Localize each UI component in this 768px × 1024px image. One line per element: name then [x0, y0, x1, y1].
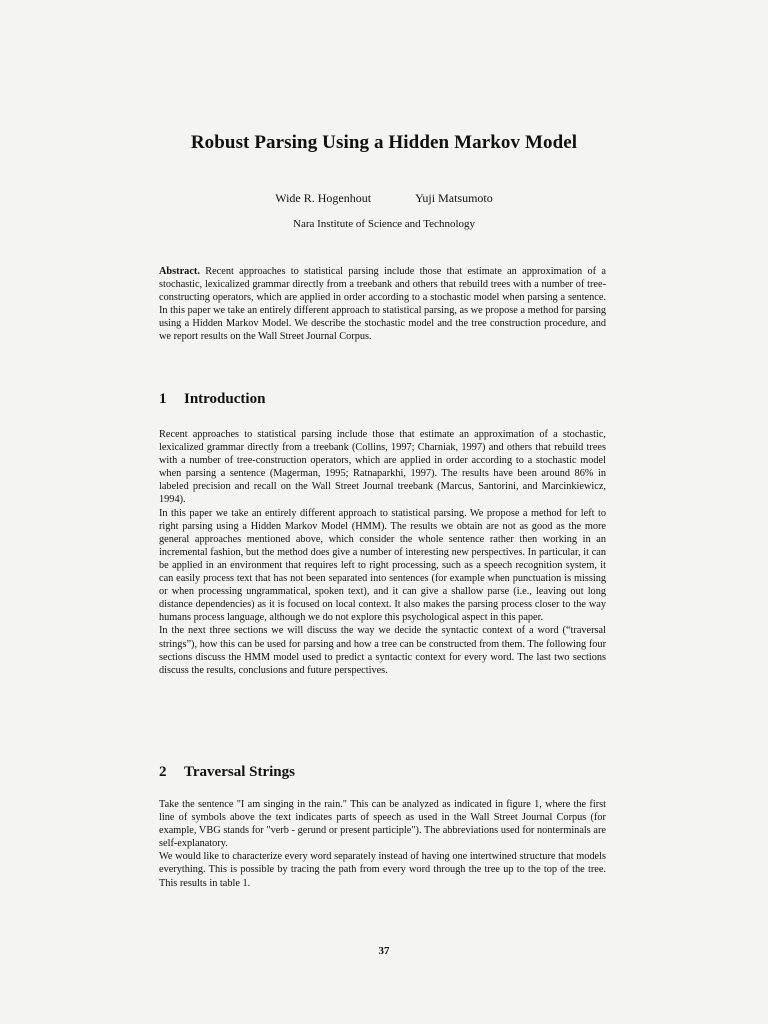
body-paragraph: Take the sentence "I am singing in the rain." This can be analyzed as indicated in figure 1, where the first line of symbols above the text indicates parts of speech as used in the Wall Street Journal Corpus (for example, VBG stands for "verb - gerund or present participle"). The abbreviations used for nonterminals are self-explanatory. — [159, 799, 606, 850]
section-body-introduction — [159, 428, 606, 677]
section-body-traversal-strings — [159, 798, 606, 890]
abstract-label: Abstract. — [159, 266, 200, 277]
body-paragraph: In this paper we take an entirely different approach to statistical parsing. We propose a method for left to right parsing using a Hidden Markov Model (HMM). The results we obtain are not as good as the more general approaches mentioned above, which consider the whole sentence rather then working in an incremental fashion, but the method does give a number of interesting new perspectives. In particular, it can be applied in an environment that requires left to right processing, such as a speech recognition system, it can easily process text that has not been separated into sentences (for example when punctuation is missing or when processing ungrammatical, spoken text), and it can give a shallow parse (i.e., leaving out long distance dependencies) as it is focused on local context. It also makes the parsing process closer to the way humans process language, although we do not explore this psychological aspect in this paper. — [159, 507, 606, 624]
paper-title: Robust Parsing Using a Hidden Markov Model — [190, 132, 578, 153]
abstract — [159, 265, 606, 344]
section-heading-introduction — [159, 391, 265, 408]
author-affiliation: Nara Institute of Science and Technology — [293, 218, 475, 230]
section-number: 1 — [159, 391, 167, 407]
author-list — [0, 191, 768, 206]
page-number: 37 — [378, 945, 390, 957]
section-number: 2 — [159, 764, 167, 780]
body-paragraph: Recent approaches to statistical parsing include those that estimate an approximation of a stochastic, lexicalized grammar directly from a treebank (Collins, 1997; Charniak, 1997) and others that rebuild trees with a number of tree-construction operators, which are applied in order according to a stochastic model when parsing a sentence (Magerman, 1995; Ratnaparkhi, 1997). The results have been around 86% in labeled precision and recall on the Wall Street Journal treebank (Marcus, Santorini, and Marcinkiewicz, 1994). — [159, 429, 606, 506]
body-paragraph: In the next three sections we will discuss the way we decide the syntactic context of a word (“traversal strings”), how this can be used for parsing and how a tree can be constructed from them. The following four sections discuss the HMM model used to predict a syntactic context for every word. The last two sections discuss the results, conclusions and future perspectives. — [159, 625, 606, 676]
section-heading-traversal-strings — [159, 764, 295, 781]
section-title: Introduction — [184, 391, 266, 407]
body-paragraph: We would like to characterize every word separately instead of having one intertwined structure that models everything. This is possible by tracing the path from every word through the tree up to the top of the tree. This results in table 1. — [159, 851, 606, 889]
author-name: Yuji Matsumoto — [415, 191, 493, 205]
section-title: Traversal Strings — [184, 764, 295, 780]
abstract-text: Recent approaches to statistical parsing include those that estimate an approximation of a stochastic, lexicalized grammar directly from a treebank and others that rebuild trees with a number of tree-constructing operators, which are applied in order according to a stochastic model when parsing a sentence. In this paper we take an entirely different approach to statistical parsing, as we propose a method for parsing using a Hidden Markov Model. We describe the stochastic model and the tree construction procedure, and we report results on the Wall Street Journal Corpus. — [159, 266, 606, 343]
author-name: Wide R. Hogenhout — [275, 191, 372, 205]
